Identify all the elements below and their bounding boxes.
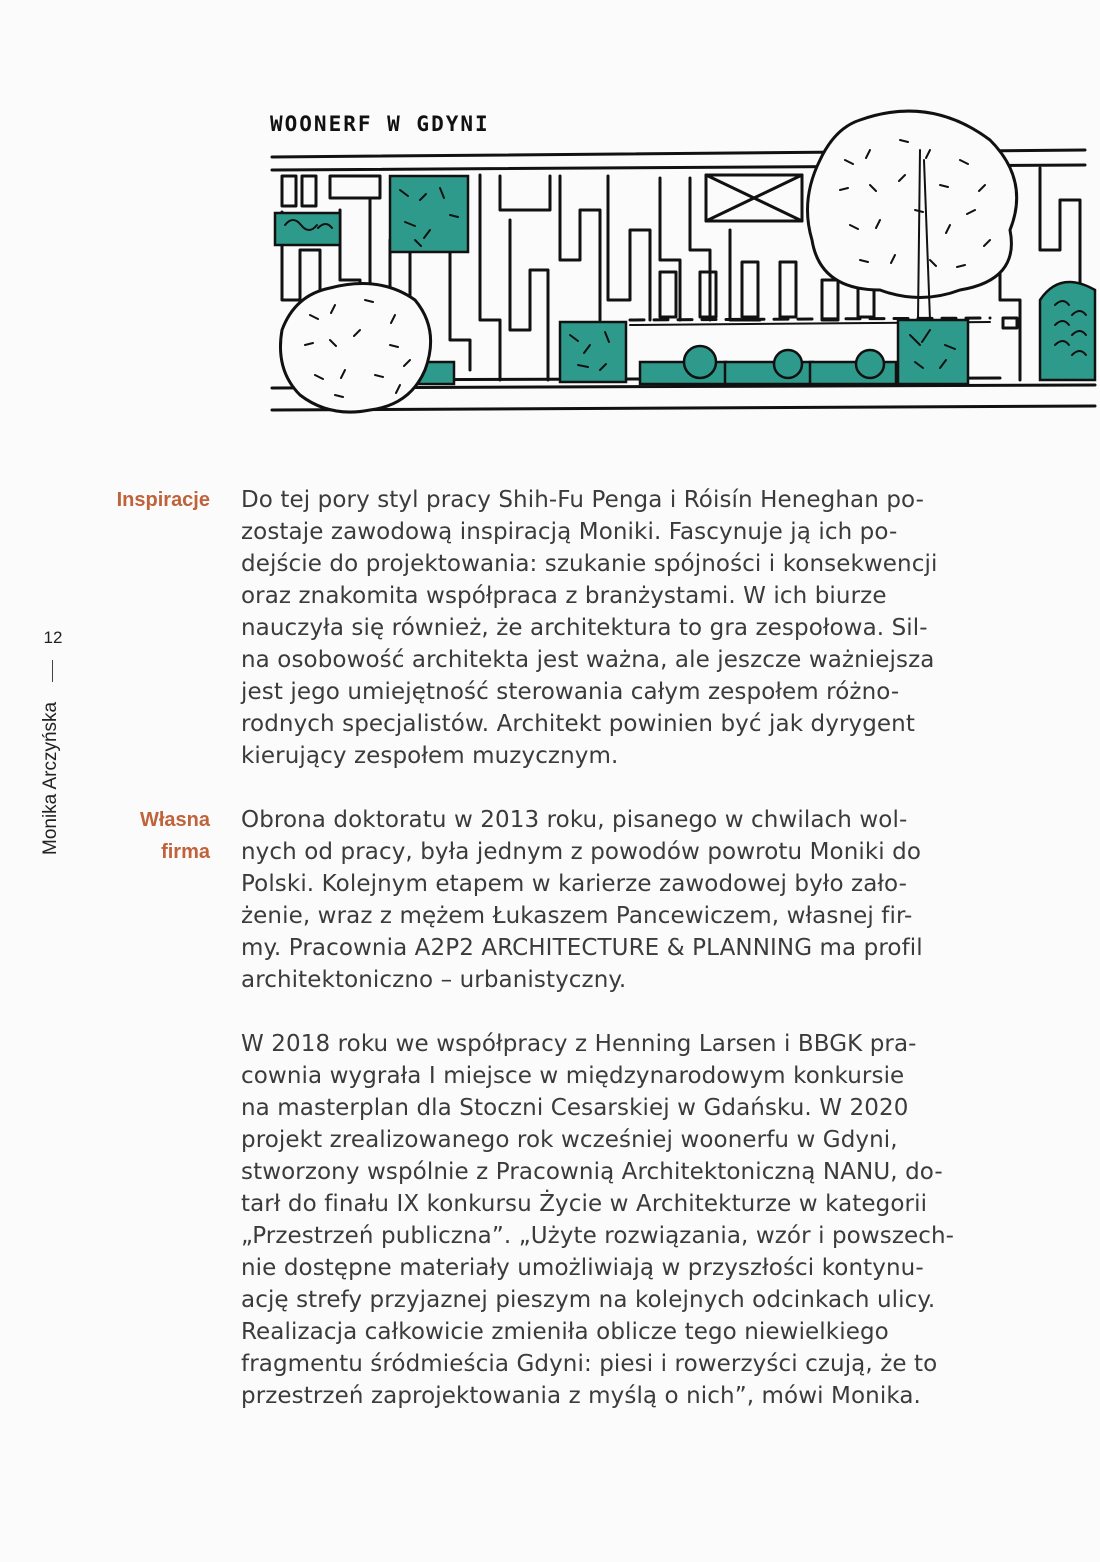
text-line: przestrzeń zaprojektowania z myślą o nich”, mówi Monika. xyxy=(241,1383,921,1409)
text-line: kierujący zespołem muzycznym. xyxy=(241,743,619,769)
text-line: dejście do projektowania: szukanie spójności i konsekwencji xyxy=(241,551,938,577)
section-label-line: firma xyxy=(161,841,210,863)
text-line: nych od pracy, była jednym z powodów powrotu Moniki do xyxy=(241,839,922,865)
text-line: „Przestrzeń publiczna”. „Użyte rozwiązania, wzór i powszech- xyxy=(241,1223,955,1249)
text-line: żenie, wraz z mężem Łukaszem Pancewiczem, własnej fir- xyxy=(241,903,913,929)
paragraph-inspiracje xyxy=(241,484,997,772)
text-line: projekt zrealizowanego rok wcześniej woonerfu w Gdyni, xyxy=(241,1127,898,1153)
paragraph-wlasna-firma-2 xyxy=(241,1028,997,1412)
text-line: Do tej pory styl pracy Shih-Fu Penga i Róisín Heneghan po- xyxy=(241,487,925,513)
text-line: rodnych specjalistów. Architekt powinien być jak dyrygent xyxy=(241,711,915,737)
text-line: cownia wygrała I miejsce w międzynarodowym konkursie xyxy=(241,1063,905,1089)
text-line: na masterplan dla Stoczni Cesarskiej w Gdańsku. W 2020 xyxy=(241,1095,909,1121)
page-number: 12 xyxy=(43,628,63,647)
text-line: nie dostępne materiały umożliwiają w przyszłości kontynu- xyxy=(241,1255,924,1281)
text-line: oraz znakomita współpraca z branżystami. W ich biurze xyxy=(241,583,887,609)
illustration-title: WOONERF W GDYNI xyxy=(270,112,490,136)
section-label-wlasna-firma xyxy=(50,804,210,868)
page-number-divider xyxy=(52,660,53,682)
text-line: na osobowość architekta jest ważna, ale jeszcze ważniejsza xyxy=(241,647,935,673)
text-line: zostaje zawodową inspiracją Moniki. Fascynuje ją ich po- xyxy=(241,519,898,545)
running-author: Monika Arczyńska xyxy=(40,701,61,855)
paragraph-wlasna-firma-1 xyxy=(241,804,997,996)
woonerf-illustration xyxy=(262,95,1100,425)
text-line: tarł do finału IX konkursu Życie w Architekturze w kategorii xyxy=(241,1191,928,1217)
text-line: stworzony wspólnie z Pracownią Architektoniczną NANU, do- xyxy=(241,1159,943,1185)
text-line: Polski. Kolejnym etapem w karierze zawodowej było zało- xyxy=(241,871,908,897)
text-line: Obrona doktoratu w 2013 roku, pisanego w chwilach wol- xyxy=(241,807,908,833)
text-line: ację strefy przyjaznej pieszym na kolejnych odcinkach ulicy. xyxy=(241,1287,936,1313)
text-line: W 2018 roku we współpracy z Henning Larsen i BBGK pra- xyxy=(241,1031,917,1057)
text-line: my. Pracownia A2P2 ARCHITECTURE & PLANNING ma profil xyxy=(241,935,923,961)
text-line: jest jego umiejętność sterowania całym zespołem różno- xyxy=(241,679,900,705)
text-line: nauczyła się również, że architektura to gra zespołowa. Sil- xyxy=(241,615,928,641)
text-line: architektoniczno – urbanistyczny. xyxy=(241,967,627,993)
text-line: Realizacja całkowicie zmieniła oblicze tego niewielkiego xyxy=(241,1319,889,1345)
section-label-inspiracje xyxy=(50,484,210,516)
section-label-line: Inspiracje xyxy=(116,489,210,511)
text-line: fragmentu śródmieścia Gdyni: piesi i rowerzyści czują, że to xyxy=(241,1351,938,1377)
section-label-line: Własna xyxy=(139,809,210,831)
